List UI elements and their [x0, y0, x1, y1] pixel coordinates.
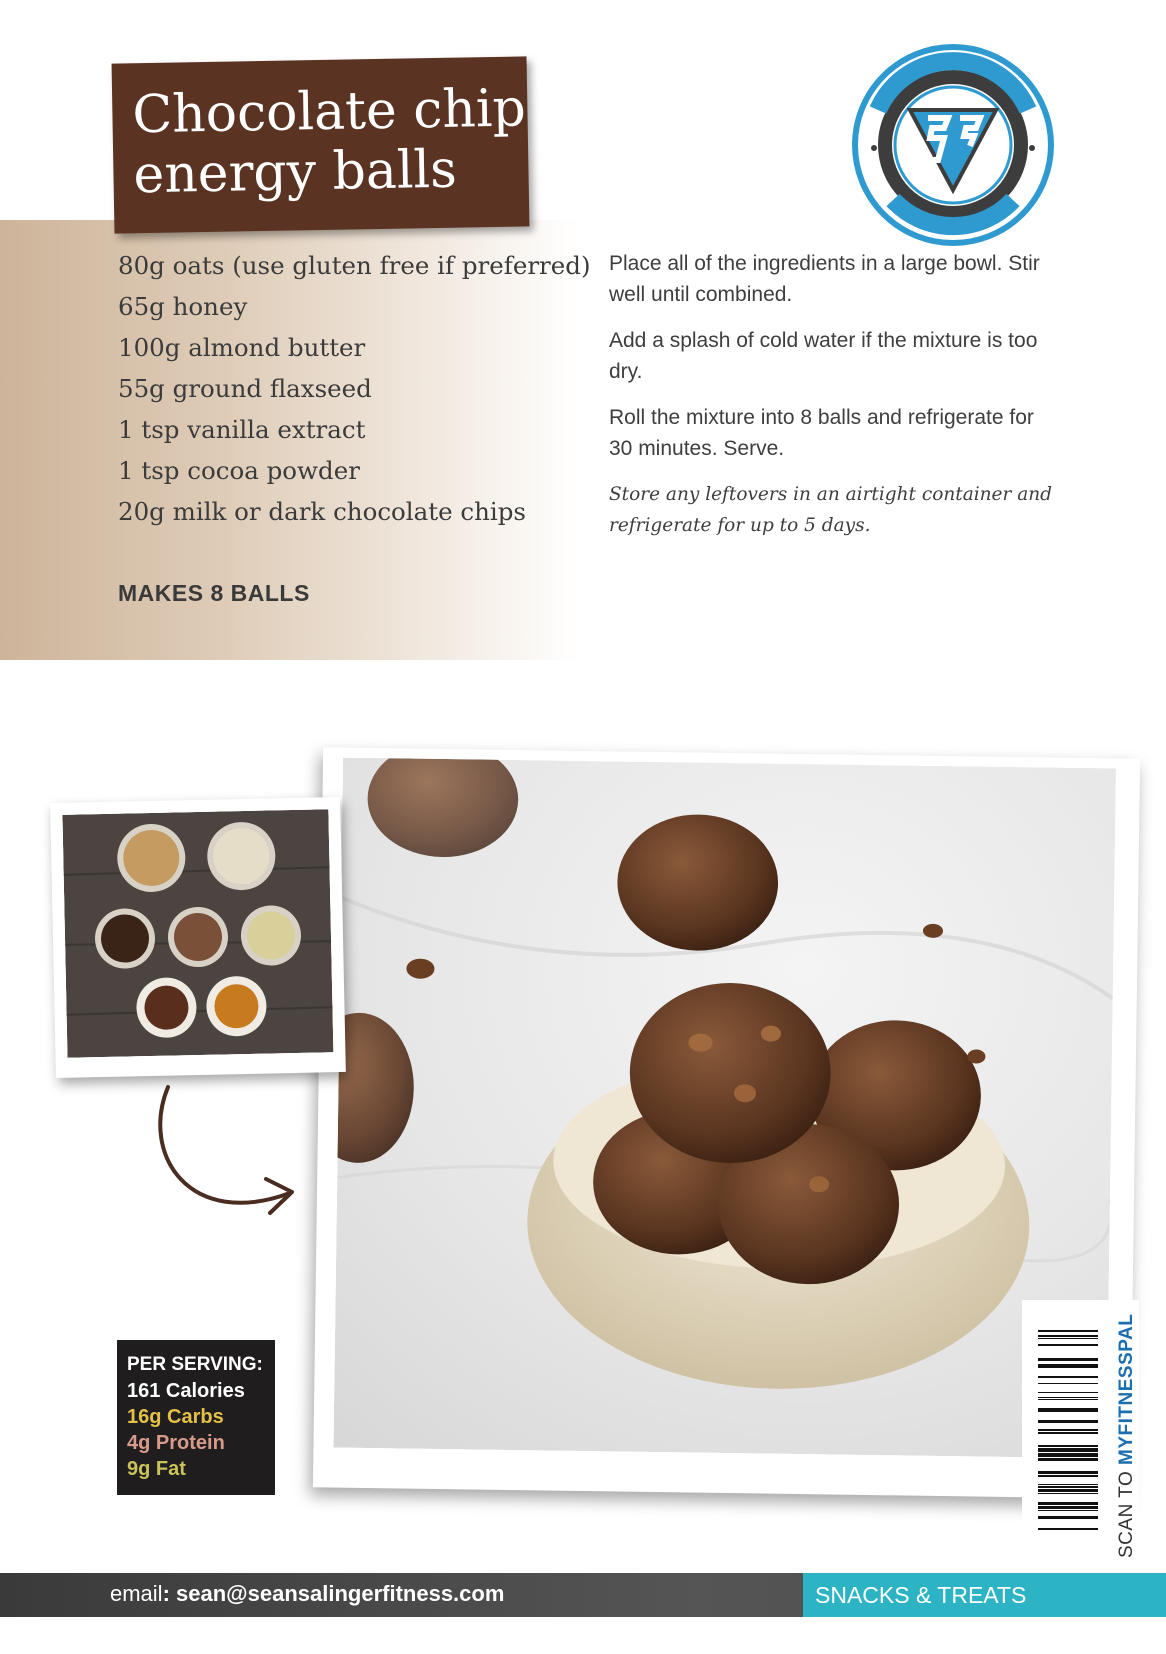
scan-label — [1116, 1314, 1138, 1558]
ingredient-item: 65g honey — [118, 292, 248, 321]
footer-bar — [0, 1573, 1166, 1617]
email-separator: : — [162, 1581, 177, 1606]
energy-balls-photo — [313, 747, 1140, 1498]
nutrition-calories: 161 Calories — [127, 1380, 245, 1402]
method-step: Place all of the ingredients in a large bowl. Stir well until combined. — [609, 252, 1040, 306]
ingredients-image — [62, 809, 333, 1058]
nutrition-fat: 9g Fat — [127, 1458, 186, 1480]
nutrition-panel — [117, 1340, 275, 1495]
curved-arrow-icon — [150, 1085, 320, 1235]
nutrition-heading: PER SERVING: — [127, 1354, 263, 1375]
method-step: Roll the mixture into 8 balls and refrigerate for 30 minutes. Serve. — [609, 406, 1034, 460]
footer-email — [110, 1581, 504, 1607]
ingredient-item: 100g almond butter — [118, 333, 366, 362]
scan-prefix: SCAN TO — [1116, 1464, 1137, 1558]
storage-note: Store any leftovers in an airtight container and refrigerate for up to 5 days. — [609, 484, 1053, 536]
email-label: email — [110, 1581, 163, 1606]
category-tag: SNACKS & TREATS — [803, 1573, 1166, 1617]
nutrition-carbs: 16g Carbs — [127, 1406, 224, 1428]
scan-brand: MYFITNESSPAL — [1116, 1313, 1137, 1465]
energy-balls-image — [333, 758, 1116, 1459]
nutrition-protein: 4g Protein — [127, 1432, 225, 1454]
barcode-icon[interactable] — [1038, 1330, 1098, 1535]
ingredient-item: 1 tsp cocoa powder — [118, 456, 360, 485]
yield-label: MAKES 8 BALLS — [118, 580, 310, 606]
ingredients-list — [118, 245, 591, 532]
method-steps — [609, 248, 1059, 556]
ingredient-item: 1 tsp vanilla extract — [118, 415, 366, 444]
email-link[interactable]: sean@seansalingerfitness.com — [176, 1581, 505, 1606]
ingredients-photo — [50, 797, 346, 1078]
method-step: Add a splash of cold water if the mixture is too dry. — [609, 329, 1038, 383]
ingredient-item: 55g ground flaxseed — [118, 374, 372, 403]
title-banner — [112, 56, 530, 233]
ingredient-item: 80g oats (use gluten free if preferred) — [118, 251, 591, 280]
recipe-title: Chocolate chip energy balls — [131, 78, 527, 206]
ssf-logo-icon — [848, 40, 1058, 250]
ingredient-item: 20g milk or dark chocolate chips — [118, 497, 526, 526]
